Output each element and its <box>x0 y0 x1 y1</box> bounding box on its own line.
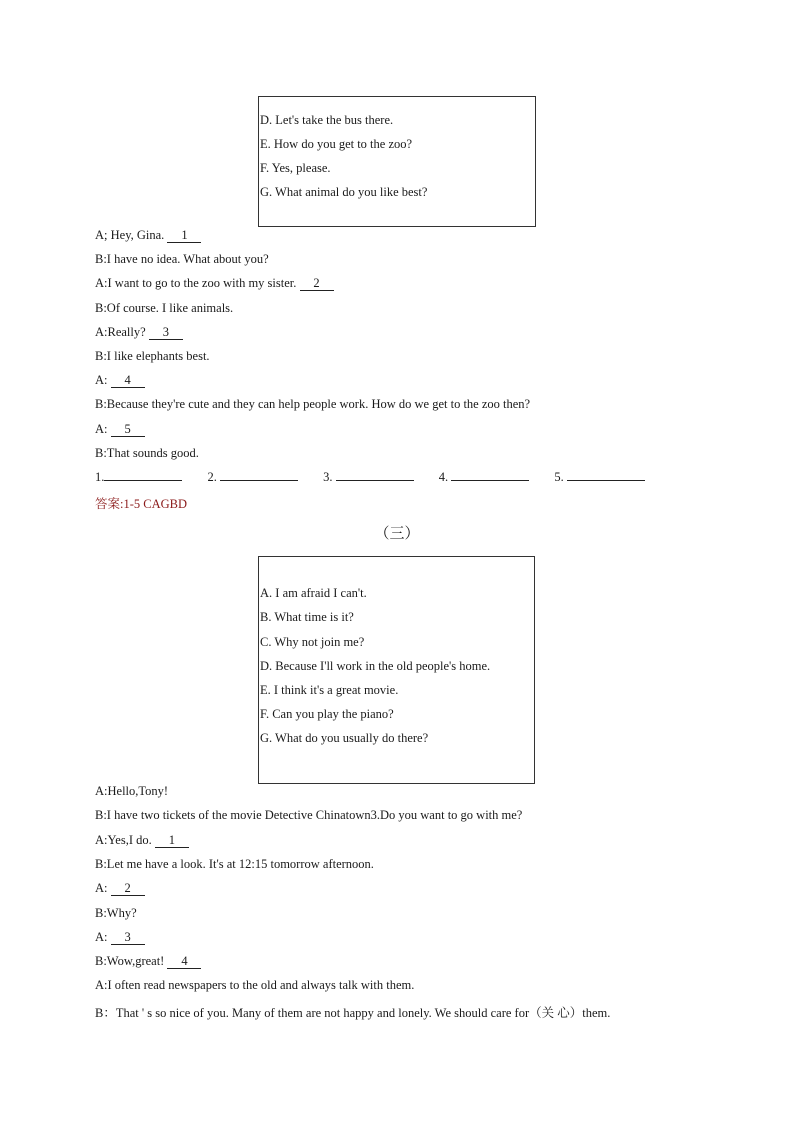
option-f: F. Yes, please. <box>260 161 331 175</box>
answer-blank-1: 1. <box>95 468 182 485</box>
dialogue-line <box>95 978 414 993</box>
dialogue-line <box>95 276 334 291</box>
dialogue-blank: 2 <box>300 277 334 291</box>
option-g2: G. What do you usually do there? <box>260 731 429 745</box>
dialogue-line <box>95 857 374 872</box>
dialogue-line <box>95 349 210 364</box>
option-d: D. Let's take the bus there. <box>260 113 394 127</box>
dialogue-blank: 4 <box>111 374 145 388</box>
dialogue-text: A:I often read newspapers to the old and always talk with them. <box>95 978 415 993</box>
dialogue-blank: 3 <box>149 326 183 340</box>
option-f2: F. Can you play the piano? <box>260 707 394 721</box>
dialogue-line <box>95 808 522 823</box>
dialogue-text: A; Hey, Gina. <box>95 228 168 242</box>
option-d2: D. Because I'll work in the old people's home. <box>260 659 491 673</box>
dialogue-text: B:I have no idea. What about you? <box>95 252 269 267</box>
dialogue-text: A:I want to go to the zoo with my sister. <box>95 276 300 291</box>
option-b: B. What time is it? <box>260 610 354 624</box>
dialogue-text: B:Wow,great! <box>95 954 168 969</box>
dialogue-line <box>95 446 199 461</box>
dialogue-text: B:Of course. I like animals. <box>95 300 234 315</box>
option-g: G. What animal do you like best? <box>260 185 428 199</box>
dialogue-text: B：That ' s so nice of you. Many of them are not happy and lonely. We should care for（关 心）them. <box>95 1005 611 1020</box>
dialogue-line <box>95 373 145 388</box>
section-title: （三） <box>374 526 420 542</box>
answer-key: 答案:1-5 CAGBD <box>95 497 188 511</box>
dialogue-text: A: <box>95 881 111 896</box>
dialogue-text: A:Hello,Tony! <box>95 784 169 798</box>
options-box-1 <box>258 96 536 227</box>
option-e: E. How do you get to the zoo? <box>260 137 413 151</box>
options-box-2 <box>258 556 535 784</box>
dialogue-line <box>95 422 145 437</box>
dialogue-line <box>95 325 183 340</box>
dialogue-line <box>95 397 530 412</box>
dialogue-text: B:Because they're cute and they can help people work. How do we get to the zoo then? <box>95 397 531 412</box>
dialogue-blank: 1 <box>155 834 189 848</box>
answer-blank-3: 3. <box>323 468 414 485</box>
answer-blanks-row <box>95 468 645 485</box>
dialogue-text: B:Let me have a look. It's at 12:15 tomorrow afternoon. <box>95 856 374 871</box>
dialogue-text: A:Really? <box>95 324 149 339</box>
answer-blank-2: 2. <box>208 468 299 485</box>
dialogue-blank: 1 <box>167 229 201 243</box>
dialogue-line <box>95 1003 610 1021</box>
dialogue-text: A: <box>95 421 111 436</box>
dialogue-line <box>95 954 201 969</box>
dialogue-text: A: <box>95 929 111 944</box>
dialogue-line <box>95 252 269 267</box>
dialogue-line <box>95 930 145 945</box>
dialogue-text: A: <box>95 373 111 388</box>
answer-blank-4: 4. <box>439 468 530 485</box>
dialogue-line <box>95 881 145 896</box>
dialogue-line <box>95 833 189 848</box>
dialogue-text: A:Yes,I do. <box>95 832 155 847</box>
dialogue-text: B:I have two tickets of the movie Detective Chinatown3.Do you want to go with me? <box>95 808 523 823</box>
dialogue-blank: 3 <box>111 931 145 945</box>
dialogue-line <box>95 228 201 243</box>
dialogue-text: B:Why? <box>95 905 137 920</box>
answer-blank-5: 5. <box>554 468 645 485</box>
dialogue-blank: 5 <box>111 423 145 437</box>
option-e2: E. I think it's a great movie. <box>260 683 399 697</box>
dialogue-text: B:I like elephants best. <box>95 349 210 363</box>
dialogue-text: B:That sounds good. <box>95 445 199 460</box>
option-a: A. I am afraid I can't. <box>260 586 367 600</box>
dialogue-line <box>95 784 168 799</box>
option-c: C. Why not join me? <box>260 635 365 649</box>
dialogue-line <box>95 906 137 921</box>
dialogue-blank: 2 <box>111 882 145 896</box>
dialogue-line <box>95 301 233 316</box>
dialogue-blank: 4 <box>167 955 201 969</box>
